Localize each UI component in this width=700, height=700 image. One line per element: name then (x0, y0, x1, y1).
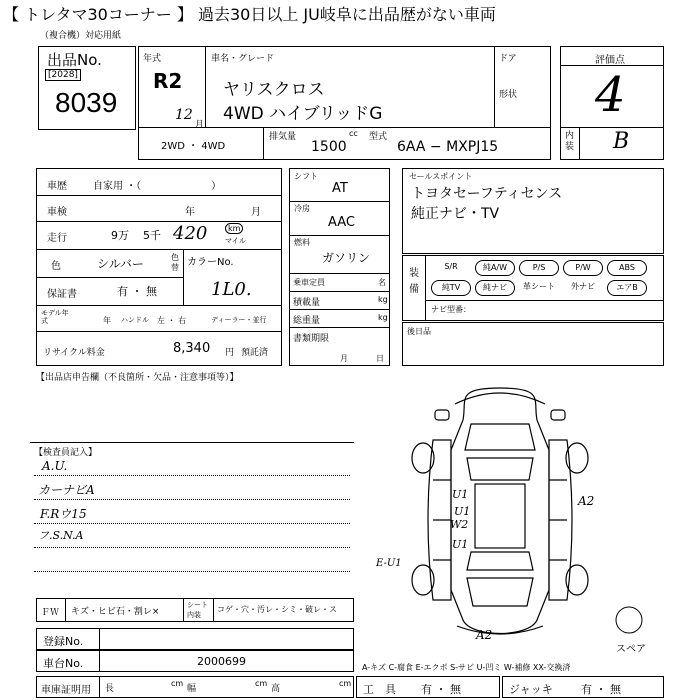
cert-length-unit: cm (171, 679, 184, 688)
history-label: 車歴 (47, 181, 67, 192)
fuel-value: ガソリン (322, 251, 371, 265)
interior-label: 内装 (565, 131, 575, 152)
color-no-value: 1L0. (211, 279, 252, 300)
ac-label: 冷房 (294, 204, 310, 213)
diagram-mark-5: A2 (578, 494, 595, 508)
drive-label: 2WD ・ 4WD (161, 141, 226, 152)
sales-line-1: トヨタセーフティセンス (411, 186, 563, 202)
handle-value: 左 ・ 右 (157, 316, 187, 325)
load-unit: kg (378, 295, 388, 304)
chassis-label: 車台No. (43, 657, 84, 670)
docs-unit: 月 (340, 354, 348, 363)
shape-label: 形状 (499, 90, 518, 100)
color-label: 色 (51, 261, 61, 272)
fw-value: キズ・ヒビ石・割レ× (71, 607, 160, 617)
recycle-label: リサイクル料金 (43, 348, 105, 358)
dealer-label: ディーラー・並行 (211, 316, 267, 324)
ac-value: AAC (328, 215, 355, 230)
recycle-unit: 円 (225, 348, 235, 358)
equip-genuine-navi: 純ナビ (475, 280, 515, 296)
equip-sr: S/R (444, 262, 458, 271)
chassis-value: 2000699 (197, 655, 246, 668)
year-label: 年式 (143, 54, 162, 64)
registration-label: 登録No. (43, 635, 84, 648)
displacement-value: 1500 (311, 139, 347, 155)
door-label: ドア (499, 54, 517, 64)
gross-label: 総重量 (293, 316, 321, 326)
jack-label: ジャッキ (509, 683, 553, 696)
warranty-label: 保証書 (47, 289, 77, 300)
cert-width: 幅 (187, 684, 197, 694)
inspector-note-4: フ.S.N.A (38, 529, 84, 542)
tool-label: 工 具 (363, 683, 396, 696)
diagram-mark-2: U1 (454, 505, 471, 518)
equip-genuine-aw: 純A/W (475, 260, 515, 276)
car-damage-diagram (395, 380, 605, 645)
tool-value: 有 ・ 無 (421, 683, 461, 696)
garage-cert-label: 車庫証明用 (41, 685, 91, 696)
docs-day: 日 (376, 354, 384, 363)
inspection-year: 年 (185, 207, 195, 218)
form-sub-label: （複合機）対応用紙 (40, 31, 122, 41)
model-year-label: モデル年式 (41, 309, 69, 325)
lot-code: [2028] (45, 69, 81, 81)
load-label: 積載量 (293, 298, 321, 308)
seat-value: コゲ・穴・汚レ・シミ・破レ・ス (217, 605, 337, 614)
jack-value: 有 ・ 無 (581, 683, 621, 696)
after-items-box (402, 322, 664, 366)
garage-cert-row (36, 676, 354, 698)
history-value: 自家用 ・（ ） (93, 181, 222, 192)
after-items-label: 後日品 (407, 327, 431, 336)
name-label: 車名・グレード (211, 54, 275, 64)
model-year-unit: 年 (103, 316, 111, 325)
diagram-side-note: E-U1 (376, 558, 402, 569)
diagram-mark-3: W2 (450, 518, 469, 531)
warranty-value: 有 ・ 無 (117, 285, 157, 298)
color-change: 色替 (171, 253, 179, 272)
inspection-label: 車検 (47, 207, 67, 218)
cc-unit: cc (349, 129, 358, 138)
cert-height: 高 (271, 684, 281, 694)
top-banner (0, 0, 700, 30)
equipment-box (402, 255, 664, 321)
diagram-mark-1: U1 (452, 488, 469, 501)
recycle-note: 預託済 (241, 348, 269, 358)
damage-legend: A-キズ C-腐食 E-エクボ S-サビ U-凹ミ W-補修 XX-交換済 (362, 663, 571, 672)
year-value: R2 (153, 69, 183, 93)
shift-value: AT (332, 181, 348, 196)
diagram-mark-6: A2 (476, 628, 493, 642)
tool-row (356, 676, 500, 698)
mileage-mile: マイル (225, 237, 246, 245)
banner-text: 【 トレタマ30コーナー 】 過去30日以上 JU岐阜に出品歴がない車両 (3, 5, 496, 24)
evaluation-box (560, 46, 664, 160)
car-name: ヤリスクロス (223, 80, 325, 100)
recycle-value: 8,340 (173, 341, 211, 356)
sales-line-2: 純正ナビ・TV (411, 206, 500, 222)
lot-number-box (38, 46, 136, 130)
spare-label: スペア (616, 644, 646, 655)
sales-point-box (402, 168, 664, 254)
inspector-label: 【検査員記入】 (34, 448, 98, 458)
inspector-note-3: F.Rウ15 (40, 507, 87, 521)
model-value: 6AA − MXPJ15 (397, 139, 499, 155)
inspector-note-1: A.U. (42, 459, 68, 473)
month-unit: 月 (195, 120, 205, 130)
spare-tire-icon (614, 605, 644, 635)
model-label: 型式 (369, 132, 388, 142)
cert-width-unit: cm (255, 679, 268, 688)
seller-note-label: 【出品店申告欄（不良箇所・欠品・注意事項等）】 (36, 373, 239, 383)
lot-number: 8039 (55, 87, 118, 118)
mileage-sen: 5千 (143, 229, 161, 242)
equip-ps: P/S (519, 260, 559, 276)
mileage-label: 走行 (47, 233, 67, 244)
displacement-label: 排気量 (269, 132, 297, 142)
equipment-label: 装備 (409, 268, 419, 295)
car-grade: 4WD ハイブリッドG (223, 104, 383, 124)
fw-seat-row (36, 598, 354, 622)
fuel-label: 燃料 (294, 238, 310, 247)
equip-abs: ABS (607, 260, 647, 276)
history-box (36, 168, 282, 366)
inspection-month: 月 (251, 207, 261, 218)
eval-label: 評価点 (595, 55, 625, 66)
navi-model-label: ナビ型番： (431, 305, 471, 314)
seat-label: シート内装 (187, 601, 208, 619)
cert-height-unit: cm (339, 679, 352, 688)
lot-label: 出品No. (47, 51, 102, 69)
fw-label: ＦＷ (41, 608, 60, 618)
diagram-mark-4: U1 (452, 538, 469, 551)
jack-row (502, 676, 664, 698)
equip-aftermarket-navi: 外ナビ (571, 282, 595, 291)
equip-genuine-tv: 純TV (431, 280, 471, 296)
color-no-label: カラーNo. (187, 257, 234, 268)
chassis-row (36, 650, 354, 672)
equip-pw: P/W (563, 260, 603, 276)
mileage-handwritten: 420 (173, 223, 208, 244)
inspector-box (30, 442, 354, 594)
inspector-note-2: カーナビA (38, 483, 95, 497)
capacity-unit: 名 (378, 278, 386, 287)
spec-box (289, 168, 390, 366)
equip-leather-seat: 革シート (523, 282, 555, 291)
shift-label: シフト (294, 172, 318, 181)
mileage-man: 9万 (111, 229, 129, 242)
color-value: シルバー (97, 257, 144, 271)
capacity-label: 乗車定員 (293, 278, 325, 287)
handle-label: ハンドル (121, 316, 149, 324)
month-value: 12 (175, 107, 193, 123)
mileage-km-circled: km (225, 223, 243, 234)
gross-unit: kg (378, 313, 388, 322)
docs-label: 書類期限 (293, 334, 330, 344)
cert-length: 長 (105, 684, 115, 694)
eval-score: 4 (595, 67, 626, 123)
interior-score: B (613, 129, 630, 154)
sales-label: セールスポイント (409, 172, 473, 181)
registration-row (36, 628, 354, 650)
vehicle-header-box (138, 46, 551, 160)
equip-airbag: エアB (607, 280, 647, 296)
